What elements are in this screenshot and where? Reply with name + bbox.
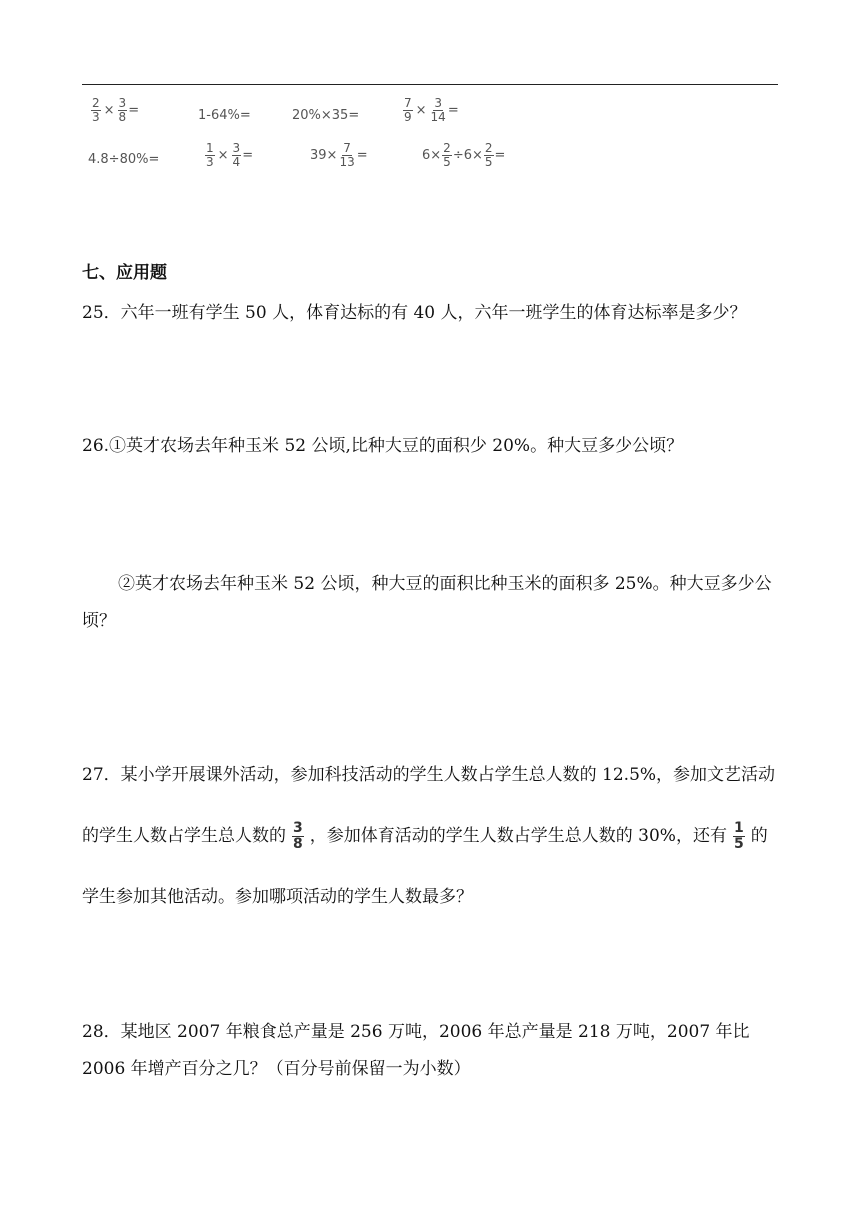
fraction: $\frac{3}{14}$ [430, 96, 446, 124]
calc-item-r2-3: 39× $\frac{7}{13}$ = [310, 141, 368, 169]
section-title: 七、应用题 [82, 263, 167, 283]
arithmetic-exercises [86, 92, 526, 188]
question-27-text-1: 27．某小学开展课外活动，参加科技活动的学生人数占学生总人数的 12.5%，参加文艺活动的学生人数占学生总人数的 [82, 765, 776, 846]
fraction: $\frac{2}{3}$ [92, 96, 100, 124]
calc-item-r1-1: $\frac{2}{3}$ × $\frac{3}{8}$ = [92, 96, 140, 124]
fraction: $\frac{2}{5}$ [484, 141, 493, 169]
question-27-text-3: 的学生参加其他活动。参加哪项活动的学生人数最多？ [82, 826, 768, 907]
fraction-three-eighths: $\frac{3}{8}$ [293, 820, 303, 852]
calc-item-r2-1: 4.8÷80%= [88, 152, 160, 167]
calc-item-r2-4: 6× $\frac{2}{5}$ ÷6× $\frac{2}{5}$ = [422, 141, 506, 169]
fraction: $\frac{7}{9}$ [404, 96, 412, 124]
calc-item-r2-2: $\frac{1}{3}$ × $\frac{3}{4}$ = [206, 141, 254, 169]
calc-item-r1-2: 1-64%= [198, 108, 251, 123]
question-26-part-2: ②英才农场去年种玉米 52 公顷，种大豆的面积比种玉米的面积多 25%。种大豆多少公顷？ [82, 574, 772, 631]
fraction-one-fifth: $\frac{1}{5}$ [733, 820, 744, 852]
question-27-text-2: ，参加体育活动的学生人数占学生总人数的 30%，还有 [309, 826, 727, 846]
question-26-part-1: 26.①英才农场去年种玉米 52 公顷,比种大豆的面积少 20%。种大豆多少公顷？ [82, 436, 684, 456]
fraction: $\frac{1}{3}$ [206, 141, 214, 169]
question-27 [82, 745, 778, 928]
header-rule [82, 84, 778, 85]
calc-item-r1-3: 20%×35= [292, 108, 360, 123]
calc-item-r1-4: $\frac{7}{9}$ × $\frac{3}{14}$ = [404, 96, 459, 124]
fraction: $\frac{3}{4}$ [232, 141, 241, 169]
fraction: $\frac{3}{8}$ [118, 96, 127, 124]
question-28: 28．某地区 2007 年粮食总产量是 256 万吨，2006 年总产量是 218 万吨，2007 年比 2006 年增产百分之几？（百分号前保留一为小数） [82, 1022, 750, 1079]
question-25: 25．六年一班有学生 50 人，体育达标的有 40 人，六年一班学生的体育达标率是多少？ [82, 303, 747, 323]
fraction: $\frac{7}{13}$ [339, 141, 355, 169]
fraction: $\frac{2}{5}$ [443, 141, 451, 169]
